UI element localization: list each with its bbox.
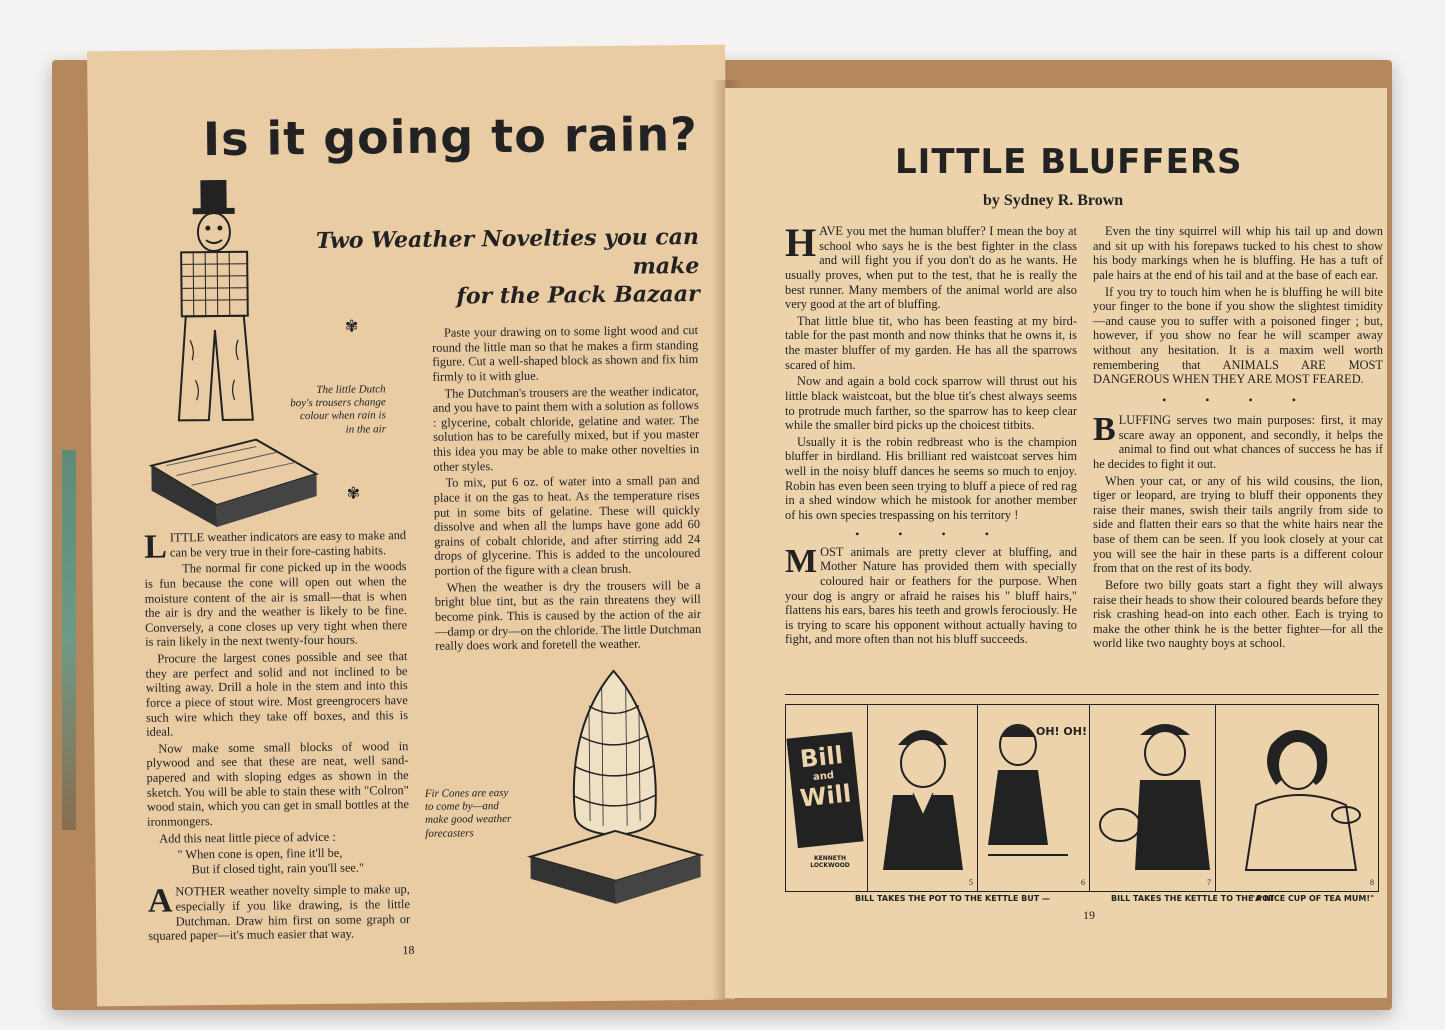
left-column-2 (432, 323, 701, 656)
right-page-title: LITTLE BLUFFERS (895, 142, 1243, 182)
logo-bill: Bill (798, 741, 845, 774)
paragraph: Now make some small blocks of wood in plywood and see that these are neat, well sand-papered and with sloping edges as shown in the sketch. You will be able to stain these with "Colron" wood stain, which you can get in small bottles at the ironmongers. (146, 738, 409, 829)
paragraph: OST animals are pretty clever at bluffing, and Mother Nature has provided them with specially coloured hair or feathers for the purpose. When your dog is angry or afraid he raises his " bluff hairs," flattens his ears, bares his teeth and growls ferociously. He is trying to scare his opponent without actually having to fight, and more often than not his bluff succeeds. (785, 544, 1077, 647)
ornament-icon: ✾ (344, 318, 359, 336)
drop-cap: H (785, 220, 817, 265)
fir-cone-illustration (513, 665, 716, 917)
comic-caption: BILL TAKES THE KETTLE TO THE POT (1111, 894, 1275, 903)
right-column-1 (785, 220, 1077, 649)
comic-artist: KENNETH LOCKWOOD (810, 855, 850, 869)
boy-figure-icon (1090, 705, 1214, 875)
comic-caption: "A NICE CUP OF TEA MUM!" (1251, 894, 1375, 903)
caption-line: Fir Cones are easy (424, 786, 509, 800)
paragraph: AVE you met the human bluffer? I mean the boy at school who says he is the best fighter in the class and will fight you if you don't do as he wants. He usually proves, when put to the test, that he is really the best runner. Many members of the animal world are also very good at the art of bluffing. (785, 224, 1077, 312)
boy-figure-icon (868, 705, 976, 875)
section-divider: • • • • (1162, 392, 1314, 407)
comic-logo (786, 732, 863, 848)
paragraph: ITTLE weather indicators are easy to make and can be very true in their fore-casting habits. (169, 528, 407, 560)
dutchman-illustration (148, 179, 281, 470)
boy-figure-icon (978, 705, 1088, 875)
caption-line: boy's trousers change (290, 396, 386, 410)
verse (147, 845, 409, 877)
paragraph: Now and again a bold cock sparrow will thrust out his little black waistcoat, but the blue tit's chest always seems to protrude much farther, so the sparrow has to keep clear while the smaller bird picks up the choicest titbits. (785, 374, 1077, 433)
left-page (87, 45, 735, 1007)
paragraph: The Dutchman's trousers are the weather indicator, and you have to paint them with a solution as follows : glycerine, cobalt chloride, gelatine and water. The solution has to be carefully mixed, but if you master this idea you may be able to make other novelties in other styles. (432, 383, 700, 474)
paragraph: Add this neat little piece of advice : (159, 829, 336, 846)
subtitle-line-1: Two Weather Novelties you can make (315, 223, 700, 280)
comic-strip (785, 704, 1379, 892)
page-number: 19 (1083, 908, 1095, 922)
subtitle-line-2: for the Pack Bazaar (456, 281, 700, 310)
paragraph: The normal fir cone picked up in the woods is fun because the cone will open out when the moisture content of the air is small—that is when the air is dry and the weather is likely to be fine. Conversely, a cone closes up very tight when there is rain likely in the next twenty-four hours. (144, 559, 408, 650)
panel-number: 8 (1370, 878, 1374, 887)
paragraph: Even the tiny squirrel will whip his tail up and down and sit up with his forepaws tucked to his chest to show his body markings when he is bluffing. He has a tuft of pale hairs at the end of his tail and at the base of each ear. (1093, 224, 1383, 282)
caption-line: The little Dutch (316, 383, 386, 396)
drop-cap: L (144, 528, 168, 566)
panel-number: 6 (1081, 878, 1085, 887)
paragraph: Procure the largest cones possible and see that they are perfect and solid and not inclined to be wilting away. Drill a hole in the stem and into this force a piece of stout wire. Most greengrocers have such wire which they take off boxes, and this is ideal. (145, 649, 409, 739)
paragraph: To mix, put 6 oz. of water into a small pan and place it on the gas to heat. As the temperature rises put in some bits of gelatine. These will quickly dissolve and when all the lumps have gone add 60 grains of cobalt chloride, and after stirring add 24 drops of glycerine. This is added to the uncoloured portion of the figure with a clean brush. (433, 473, 701, 578)
byline: by Sydney R. Brown (983, 192, 1124, 209)
speech-text: OH! OH! (1036, 725, 1087, 738)
ornament-icon: ✾ (346, 485, 361, 503)
caption-line: in the air (345, 422, 387, 436)
caption-line: forecasters (425, 826, 474, 840)
verse-line: " When cone is open, fine it'll be, (177, 845, 343, 862)
comic-logo-panel (786, 705, 868, 891)
paragraph: That little blue tit, who has been feasting at my bird-table for the past month and now thinks that he owns it, is the master bluffer of my garden. He has all the sparrows scared of him. (785, 313, 1077, 372)
fir-cone-caption (425, 787, 526, 841)
drop-cap: B (1093, 411, 1116, 449)
comic-panel-6 (978, 705, 1090, 891)
comic-panel-7 (1090, 705, 1216, 891)
dutchman-caption (276, 383, 387, 437)
verse-line: But if closed tight, rain you'll see." (191, 860, 365, 877)
paragraph: If you try to touch him when he is bluffing he will bite your finger to the bone if you show the slightest timidity—and cause you to suffer with a poisoned finger ; but, however, if you show no fear he will scamper away without any hesitation. It is a maxim well worth remembering that ANIMALS ARE MOST DANGEROUS WHEN THEY ARE MOST FEARED. (1093, 284, 1383, 387)
caption-line: make good weather (425, 813, 512, 827)
logo-and: and (812, 770, 835, 784)
paragraph: Usually it is the robin redbreast who is the champion bluffer in birdland. His brilliant red waistcoat serves him well in the noisy bluff dances he seems so much to enjoy. Robin has even been seen trying to bluff a piece of red rag in a shed window which he mistook for another member of his own species trespassing on his territory ! (785, 434, 1077, 522)
section-divider: • • • • (855, 526, 1007, 541)
paragraph: When your cat, or any of his wild cousins, the lion, tiger or leopard, are trying to bluff their opponents they raise their manes, swish their tails angrily from side to side and flatten their ears so that the white hairs near the base of them can be seen. If you look closely at your cat you will see the hair in these parts is a different colour from that on the rest of its body. (1093, 473, 1383, 576)
panel-number: 7 (1207, 878, 1211, 887)
right-column-2 (1093, 224, 1383, 653)
caption-line: colour when rain is (299, 409, 386, 423)
logo-will: Will (798, 779, 853, 813)
paragraph: NOTHER weather novelty simple to make up, especially if you like drawing, is the little Dutchman. Draw him first on some graph or squared paper—it's much easier that way. (148, 882, 411, 944)
dutchman-base-illustration (146, 434, 322, 531)
paragraph: Paste your drawing on to some light wood and cut round the little man so that he makes a firm standing figure. Cut a well-shaped block as shown and fix him firmly to it with glue. (432, 322, 699, 384)
paragraph: LUFFING serves two main purposes: first, it may scare away an opponent, and secondly, it helps the animal to find out what chances of success he has if he decides to fight it out. (1093, 413, 1383, 471)
drop-cap: A (147, 882, 173, 921)
left-column-1 (144, 528, 410, 946)
comic-caption: BILL TAKES THE POT TO THE KETTLE BUT — (855, 894, 1050, 903)
comic-top-rule (785, 694, 1379, 695)
paragraph: When the weather is dry the trousers will be a bright blue tint, but as the rain threatens they will become pink. This is caused by the action of the air—damp or dry—on the chloride. The little Dutchman really does work and foretell the weather. (434, 577, 702, 653)
page-number: 18 (402, 942, 415, 958)
caption-line: to come by—and (424, 800, 499, 814)
comic-panel-8 (1216, 705, 1378, 891)
left-page-subtitle (279, 223, 700, 313)
right-page (725, 88, 1387, 998)
drop-cap: M (785, 542, 818, 580)
comic-panel-5 (868, 705, 978, 891)
left-page-title: Is it going to rain? (202, 106, 699, 167)
paragraph: Before two billy goats start a fight they will always raise their heads to show their coloured beards before they risk crashing head-on into each other. Each is trying to make the other think he is the better fighter—for all the world like two naughty boys at school. (1093, 577, 1383, 651)
cover-edge (62, 450, 76, 830)
mother-figure-icon (1216, 705, 1376, 875)
panel-number: 5 (969, 878, 973, 887)
